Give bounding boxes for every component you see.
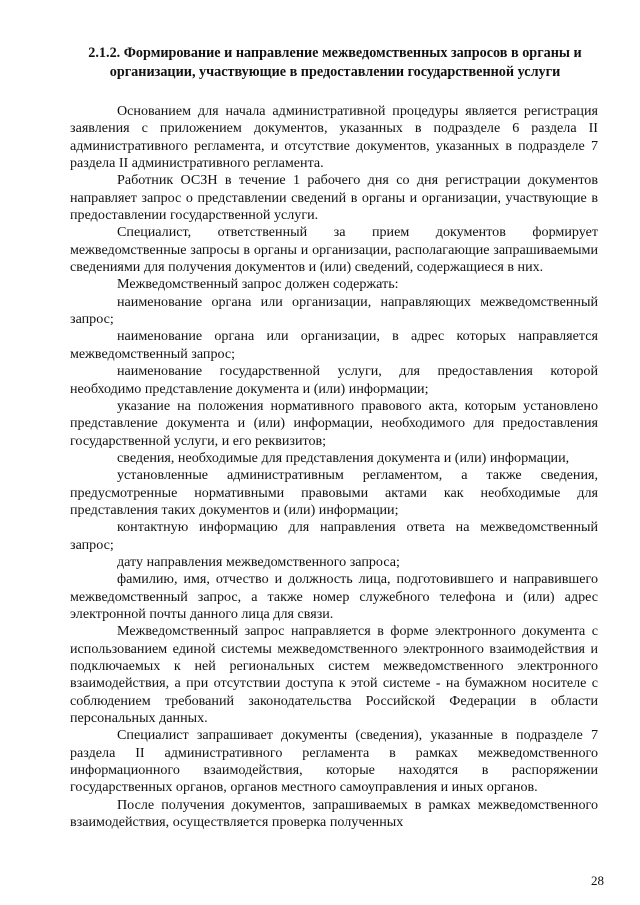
list-item: фамилию, имя, отчество и должность лица, подготовившего и направившего межведомственный запрос, а также номер служебного телефона и (или) адрес электронной почты данного лица для связи. bbox=[70, 571, 598, 622]
list-item: установленные административным регламентом, а также сведения, предусмотренные нормативными правовыми актами как необходимые для представления таких документов и (или) информации; bbox=[70, 467, 598, 518]
list-item: сведения, необходимые для представления документа и (или) информации, bbox=[117, 449, 570, 466]
list-item: наименование государственной услуги, для предоставления которой необходимо представление документа и (или) информации; bbox=[70, 363, 598, 397]
list-item: наименование органа или организации, в адрес которых направляется межведомственный запрос; bbox=[70, 328, 598, 362]
page-number: 28 bbox=[591, 873, 604, 888]
paragraph: Работник ОСЗН в течение 1 рабочего дня со дня регистрации документов направляет запрос о представлении сведений в органы и организации, участвующие в предоставлении государственной услуги. bbox=[70, 172, 598, 224]
list-item: наименование органа или организации, направляющих межведомственный запрос; bbox=[70, 293, 598, 328]
paragraph: Основанием для начала административной процедуры является регистрация заявления с приложением документов, указанных в подразделе 6 раздела II административного регламента, и отсутствие документов, указанных в подразделе 7 раздела II административного регламента. bbox=[70, 103, 598, 172]
paragraph: Специалист, ответственный за прием документов формирует межведомственные запросы в органы и организации, располагающие запрашиваемыми сведениями для получения документов и (или) сведений, содержащиеся в них. bbox=[70, 224, 598, 276]
paragraph: Межведомственный запрос направляется в форме электронного документа с использованием единой системы межведомственного электронного взаимодействия и подключаемых к ней региональных систем межведомственного электронного взаимодействия, а при отсутствии доступа к этой системе - на бумажном носителе с соблюдением требований законодательства Российской Федерации в области персональных данных. bbox=[70, 623, 598, 727]
list-item: контактную информацию для направления ответа на межведомственный запрос; bbox=[70, 519, 598, 553]
list-item: указание на положения нормативного правового акта, которым установлено представление документа и (или) информации, необходимого для предоставления государственной услуги, и его реквизитов; bbox=[70, 397, 598, 449]
paragraph: Межведомственный запрос должен содержать: bbox=[117, 276, 399, 293]
paragraph: Специалист запрашивает документы (сведения), указанные в подразделе 7 раздела II административного регламента в рамках межведомственного информационного взаимодействия, которые находятся в распоряжении государственных органов, органов местного самоуправления и иных органов. bbox=[70, 727, 598, 796]
list-item: дату направления межведомственного запроса; bbox=[117, 553, 400, 570]
body-text bbox=[70, 103, 598, 831]
section-heading: 2.1.2. Формирование и направление межведомственных запросов в органы и организации, участвующие в предоставлении государственной услуги bbox=[88, 45, 582, 80]
paragraph: После получения документов, запрашиваемых в рамках межведомственного взаимодействия, осуществляется проверка полученных bbox=[70, 796, 598, 831]
